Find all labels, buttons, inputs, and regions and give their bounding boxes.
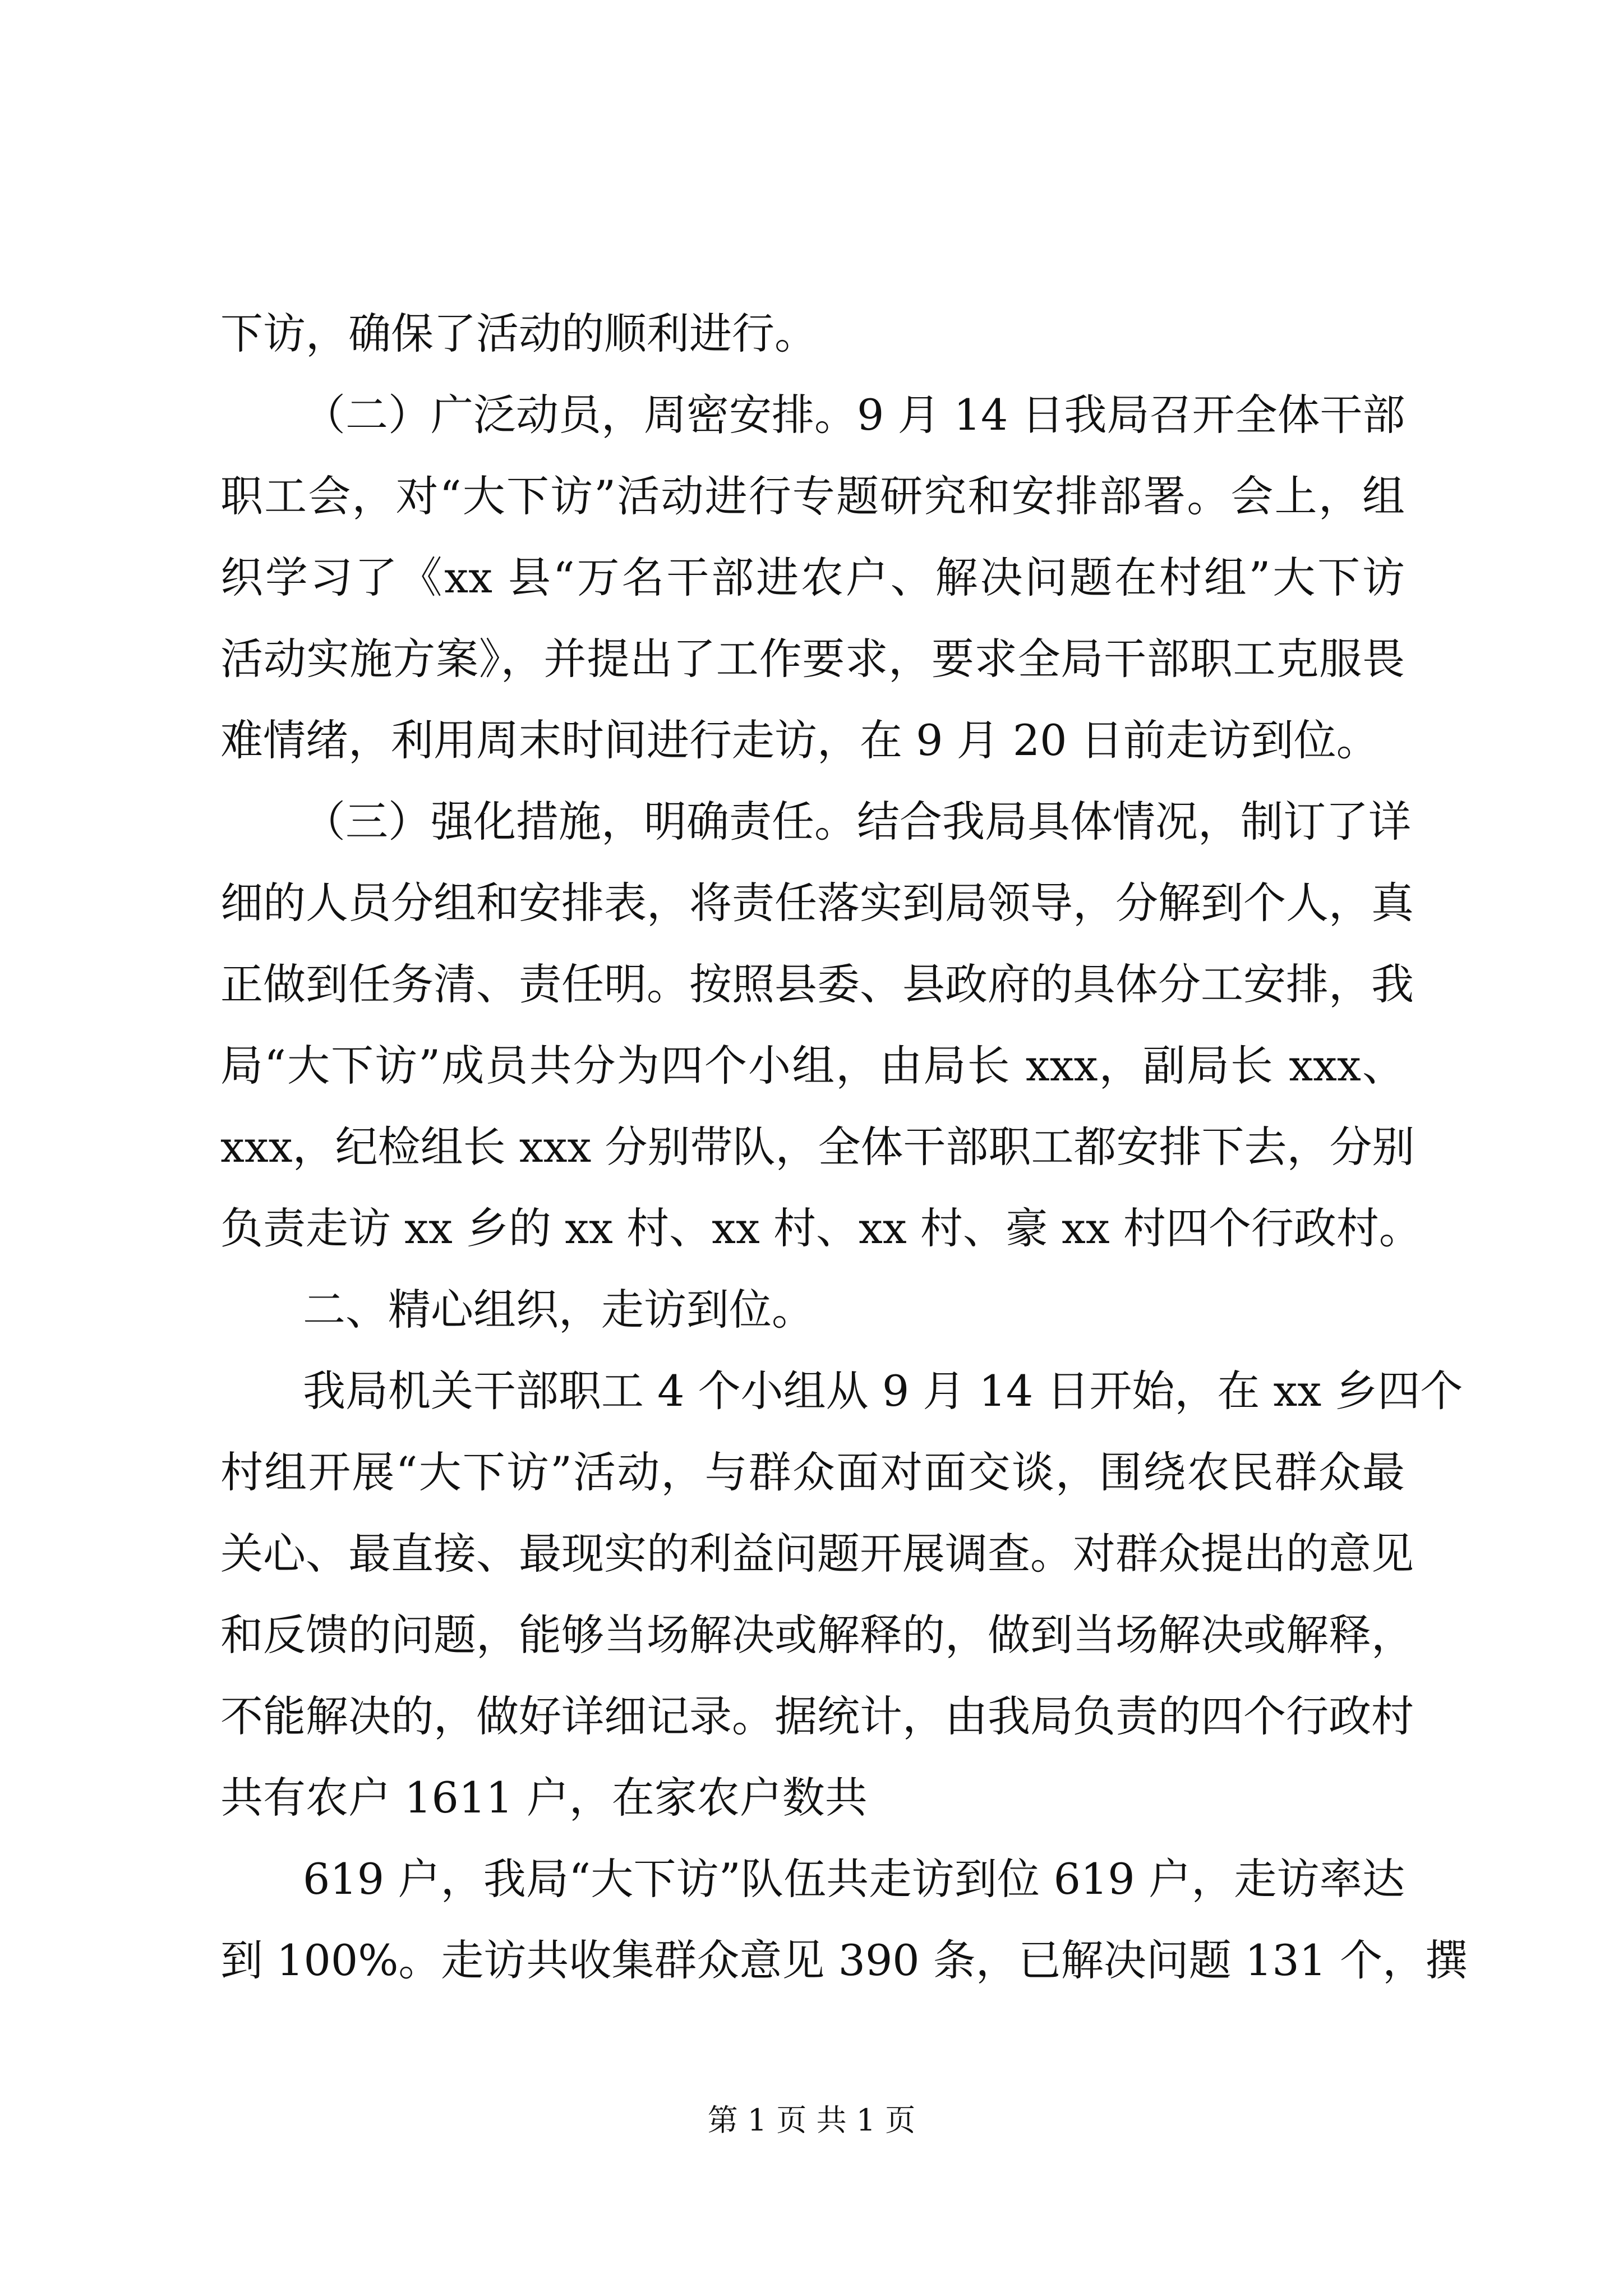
text-line: 难情绪，利用周末时间进行走访，在 9 月 20 日前走访到位。 <box>220 715 1379 765</box>
text-line: 局“大下访”成员共分为四个小组，由局长 xxx，副局长 xxx、 <box>220 1041 1405 1091</box>
text-line: 我局机关干部职工 4 个小组从 9 月 14 日开始，在 xx 乡四个 <box>303 1366 1463 1416</box>
text-line: （三）强化措施，明确责任。结合我局具体情况，制订了详 <box>303 797 1411 846</box>
text-line: 村组开展“大下访”活动，与群众面对面交谈，围绕农民群众最 <box>220 1447 1405 1497</box>
text-line: （二）广泛动员，周密安排。9 月 14 日我局召开全体干部 <box>303 390 1405 440</box>
text-line: 活动实施方案》，并提出了工作要求，要求全局干部职工克服畏 <box>220 634 1405 684</box>
text-line: 到 100%。走访共收集群众意见 390 条，已解决问题 131 个，撰 <box>220 1935 1468 1985</box>
text-line: xxx，纪检组长 xxx 分别带队，全体干部职工都安排下去，分别 <box>220 1122 1415 1172</box>
text-line: 职工会，对“大下访”活动进行专题研究和安排部署。会上，组 <box>220 471 1405 521</box>
section-heading: 二、精心组织，走访到位。 <box>303 1285 814 1335</box>
text-line: 细的人员分组和安排表，将责任落实到局领导，分解到个人，真 <box>220 878 1414 928</box>
text-line: 下访，确保了活动的顺利进行。 <box>220 309 817 358</box>
page-number-footer: 第 1 页 共 1 页 <box>707 2102 916 2138</box>
text-line: 和反馈的问题，能够当场解决或解释的，做到当场解决或解释， <box>220 1610 1414 1660</box>
text-line: 关心、最直接、最现实的利益问题开展调查。对群众提出的意见 <box>220 1529 1414 1579</box>
text-line: 正做到任务清、责任明。按照县委、县政府的具体分工安排，我 <box>220 959 1414 1009</box>
text-line: 不能解决的，做好详细记录。据统计，由我局负责的四个行政村 <box>220 1691 1414 1741</box>
text-line: 共有农户 1611 户，在家农户数共 <box>220 1773 868 1823</box>
text-line: 负责走访 xx 乡的 xx 村、xx 村、xx 村、豪 xx 村四个行政村。 <box>220 1203 1422 1253</box>
text-line: 619 户，我局“大下访”队伍共走访到位 619 户，走访率达 <box>303 1854 1405 1904</box>
text-line: 织学习了《xx 县“万名干部进农户、解决问题在村组”大下访 <box>220 553 1405 602</box>
